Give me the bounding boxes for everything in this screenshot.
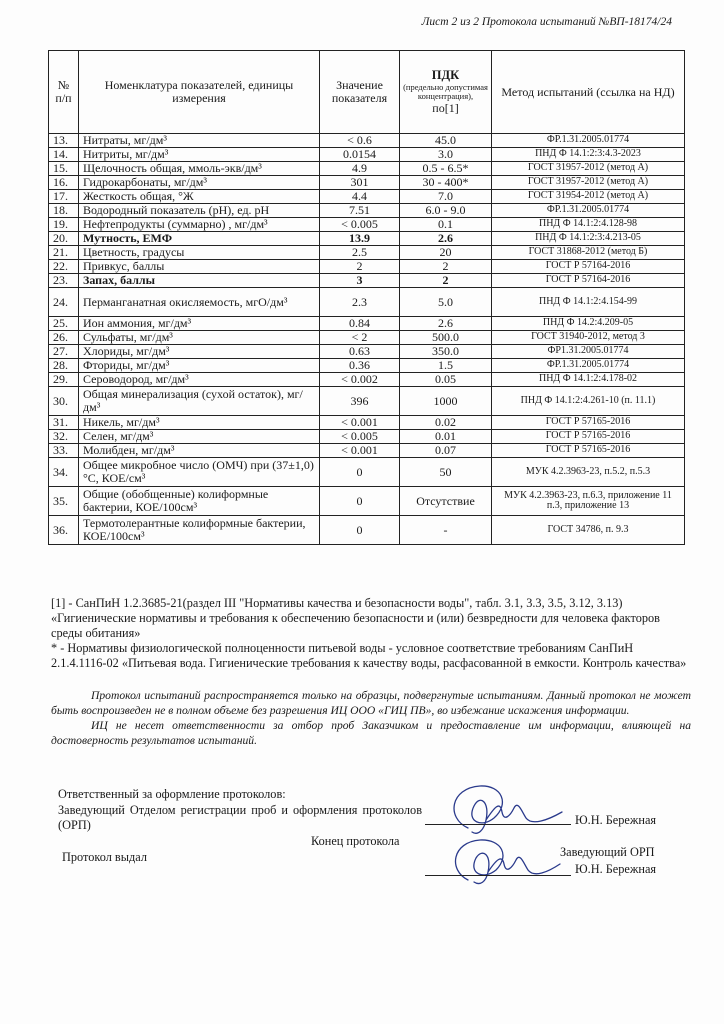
row-number: 15. xyxy=(49,162,79,176)
indicator-name: Мутность, ЕМФ xyxy=(79,232,320,246)
row-number: 28. xyxy=(49,359,79,373)
test-method: ФР.1.31.2005.01774 xyxy=(492,204,685,218)
row-number: 35. xyxy=(49,487,79,516)
test-method: ГОСТ 31940-2012, метод 3 xyxy=(492,331,685,345)
test-method: ПНД Ф 14.1:2:4.154-99 xyxy=(492,288,685,317)
table-row xyxy=(49,387,685,416)
indicator-name: Водородный показатель (pH), ед. pH xyxy=(79,204,320,218)
test-method: МУК 4.2.3963-23, п.6.3, приложение 11 п.3, приложение 13 xyxy=(492,487,685,516)
signer-2-position: Заведующий ОРП xyxy=(560,845,655,859)
header-pdk-ref: по[1] xyxy=(432,101,459,116)
indicator-value: 0.0154 xyxy=(320,148,400,162)
indicator-name: Нитриты, мг/дм³ xyxy=(79,148,320,162)
table-row xyxy=(49,232,685,246)
test-method: ГОСТ 31957-2012 (метод А) xyxy=(492,176,685,190)
row-number: 33. xyxy=(49,444,79,458)
indicator-value: 0 xyxy=(320,458,400,487)
pdk-limit: 50 xyxy=(400,458,492,487)
pdk-limit: 0.1 xyxy=(400,218,492,232)
test-method: ФР.1.31.2005.01774 xyxy=(492,134,685,148)
pdk-limit: 45.0 xyxy=(400,134,492,148)
row-number: 23. xyxy=(49,274,79,288)
row-number: 13. xyxy=(49,134,79,148)
test-method: ГОСТ 31957-2012 (метод А) xyxy=(492,162,685,176)
row-number: 17. xyxy=(49,190,79,204)
row-number: 14. xyxy=(49,148,79,162)
header-value: Значение показателя xyxy=(320,51,400,134)
pdk-limit: 2.6 xyxy=(400,317,492,331)
signature-line-2 xyxy=(425,875,571,876)
row-number: 21. xyxy=(49,246,79,260)
indicator-value: 4.9 xyxy=(320,162,400,176)
indicator-value: 0 xyxy=(320,516,400,545)
indicator-name: Привкус, баллы xyxy=(79,260,320,274)
indicator-value: 0 xyxy=(320,487,400,516)
test-method: ГОСТ 31868-2012 (метод Б) xyxy=(492,246,685,260)
test-method: ПНД Ф 14.1:2:3:4.213-05 xyxy=(492,232,685,246)
row-number: 24. xyxy=(49,288,79,317)
indicator-name: Сульфаты, мг/дм³ xyxy=(79,331,320,345)
test-method: ГОСТ Р 57165-2016 xyxy=(492,430,685,444)
disclaimer-1: Протокол испытаний распространяется только на образцы, подвергнутые испытаниям. Данный протокол не может быть воспроизведен не в полном объеме без разрешения ИЦ ООО «ГИЦ ПВ», во избежание искажения информации. xyxy=(51,689,691,717)
table-row xyxy=(49,162,685,176)
pdk-limit: 30 - 400* xyxy=(400,176,492,190)
indicator-value: < 2 xyxy=(320,331,400,345)
test-method: ГОСТ Р 57164-2016 xyxy=(492,274,685,288)
pdk-limit: Отсутствие xyxy=(400,487,492,516)
pdk-limit: 0.07 xyxy=(400,444,492,458)
pdk-limit: 350.0 xyxy=(400,345,492,359)
indicator-name: Запах, баллы xyxy=(79,274,320,288)
table-row xyxy=(49,134,685,148)
pdk-limit: 1000 xyxy=(400,387,492,416)
signer-1-name: Ю.Н. Бережная xyxy=(575,813,657,827)
indicator-value: 0.84 xyxy=(320,317,400,331)
indicator-name: Общие (обобщенные) колиформные бактерии, КОЕ/100см³ xyxy=(79,487,320,516)
issued-by-label: Протокол выдал xyxy=(62,850,147,864)
test-method: ПНД Ф 14.1:2:4.178-02 xyxy=(492,373,685,387)
footnote-1: [1] - СанПиН 1.2.3685-21(раздел III "Нормативы качества и безопасности воды", табл. 3.1, 3.3, 3.5, 3.12, 3.13) «Гигиенические нормативы и требования к обеспечению безопасности и (или) безвредности для человека факторов среды обитания» xyxy=(51,596,660,640)
indicator-value: 396 xyxy=(320,387,400,416)
row-number: 31. xyxy=(49,416,79,430)
row-number: 30. xyxy=(49,387,79,416)
indicator-name: Гидрокарбонаты, мг/дм³ xyxy=(79,176,320,190)
indicator-value: 4.4 xyxy=(320,190,400,204)
test-method: ГОСТ 31954-2012 (метод А) xyxy=(492,190,685,204)
table-row xyxy=(49,516,685,545)
indicator-value: < 0.002 xyxy=(320,373,400,387)
signature-line-1 xyxy=(425,824,571,825)
disclaimer xyxy=(51,688,691,748)
indicator-value: 2 xyxy=(320,260,400,274)
pdk-limit: - xyxy=(400,516,492,545)
header-pdk-title: ПДК xyxy=(431,68,460,83)
handwritten-signature-2 xyxy=(432,836,582,888)
results-body xyxy=(49,134,685,545)
indicator-value: 0.36 xyxy=(320,359,400,373)
pdk-limit: 6.0 - 9.0 xyxy=(400,204,492,218)
disclaimer-2: ИЦ не несет ответственности за отбор проб Заказчиком и предоставление им информации, влияющей на достоверность результатов испытаний. xyxy=(51,719,691,747)
indicator-value: 2.3 xyxy=(320,288,400,317)
test-method: ФР.1.31.2005.01774 xyxy=(492,359,685,373)
test-method: ГОСТ 34786, п. 9.3 xyxy=(492,516,685,545)
indicator-value: 301 xyxy=(320,176,400,190)
header-method: Метод испытаний (ссылка на НД) xyxy=(492,51,685,134)
pdk-limit: 0.5 - 6.5* xyxy=(400,162,492,176)
test-method: ПНД Ф 14.2:4.209-05 xyxy=(492,317,685,331)
test-method: МУК 4.2.3963-23, п.5.2, п.5.3 xyxy=(492,458,685,487)
pdk-limit: 1.5 xyxy=(400,359,492,373)
header-name: Номенклатура показателей, единицы измерения xyxy=(79,51,320,134)
table-row xyxy=(49,176,685,190)
indicator-name: Ион аммония, мг/дм³ xyxy=(79,317,320,331)
pdk-limit: 500.0 xyxy=(400,331,492,345)
table-row xyxy=(49,331,685,345)
table-row xyxy=(49,260,685,274)
pdk-limit: 2 xyxy=(400,274,492,288)
indicator-value: < 0.005 xyxy=(320,218,400,232)
page-header: Лист 2 из 2 Протокола испытаний №ВП-18174/24 xyxy=(421,16,672,28)
table-row xyxy=(49,246,685,260)
indicator-value: 2.5 xyxy=(320,246,400,260)
test-method: ГОСТ Р 57165-2016 xyxy=(492,444,685,458)
row-number: 26. xyxy=(49,331,79,345)
table-row xyxy=(49,458,685,487)
indicator-value: < 0.005 xyxy=(320,430,400,444)
table-row xyxy=(49,487,685,516)
indicator-name: Хлориды, мг/дм³ xyxy=(79,345,320,359)
indicator-value: 7.51 xyxy=(320,204,400,218)
pdk-limit: 20 xyxy=(400,246,492,260)
test-method: ПНД Ф 14.1:2:4.128-98 xyxy=(492,218,685,232)
row-number: 22. xyxy=(49,260,79,274)
responsible-title: Ответственный за оформление протоколов: xyxy=(58,787,286,801)
footnote-2: * - Нормативы физиологической полноценности питьевой воды - условное соответствие требованиям СанПиН 2.1.4.1116-02 «Питьевая вода. Гигиенические требования к качеству воды, расфасованной в емкости. Контроль качества» xyxy=(51,641,687,670)
row-number: 34. xyxy=(49,458,79,487)
indicator-name: Термотолерантные колиформные бактерии, КОЕ/100см³ xyxy=(79,516,320,545)
footnotes xyxy=(51,596,691,671)
indicator-name: Селен, мг/дм³ xyxy=(79,430,320,444)
indicator-name: Фториды, мг/дм³ xyxy=(79,359,320,373)
row-number: 29. xyxy=(49,373,79,387)
row-number: 36. xyxy=(49,516,79,545)
table-row xyxy=(49,274,685,288)
indicator-name: Нефтепродукты (суммарно) , мг/дм³ xyxy=(79,218,320,232)
indicator-value: < 0.6 xyxy=(320,134,400,148)
indicator-name: Общее микробное число (ОМЧ) при (37±1,0)°С, КОЕ/см³ xyxy=(79,458,320,487)
pdk-limit: 2.6 xyxy=(400,232,492,246)
row-number: 32. xyxy=(49,430,79,444)
indicator-name: Общая минерализация (сухой остаток), мг/дм³ xyxy=(79,387,320,416)
indicator-name: Сероводород, мг/дм³ xyxy=(79,373,320,387)
pdk-limit: 0.01 xyxy=(400,430,492,444)
pdk-limit: 5.0 xyxy=(400,288,492,317)
table-row xyxy=(49,288,685,317)
test-method: ГОСТ Р 57164-2016 xyxy=(492,260,685,274)
indicator-value: < 0.001 xyxy=(320,444,400,458)
table-row xyxy=(49,218,685,232)
indicator-name: Щелочность общая, ммоль-экв/дм³ xyxy=(79,162,320,176)
test-method: ПНД Ф 14.1:2:4.261-10 (п. 11.1) xyxy=(492,387,685,416)
indicator-name: Жесткость общая, °Ж xyxy=(79,190,320,204)
indicator-name: Цветность, градусы xyxy=(79,246,320,260)
responsible-position: Заведующий Отделом регистрации проб и оформления протоколов (ОРП) xyxy=(58,803,422,832)
row-number: 18. xyxy=(49,204,79,218)
table-row xyxy=(49,345,685,359)
end-of-protocol-label: Конец протокола xyxy=(311,834,400,848)
table-row xyxy=(49,317,685,331)
table-row xyxy=(49,430,685,444)
indicator-value: < 0.001 xyxy=(320,416,400,430)
indicator-name: Нитраты, мг/дм³ xyxy=(79,134,320,148)
table-row xyxy=(49,190,685,204)
table-header-row xyxy=(49,51,685,134)
row-number: 27. xyxy=(49,345,79,359)
indicator-name: Перманганатная окисляемость, мгO/дм³ xyxy=(79,288,320,317)
header-num: № п/п xyxy=(49,51,79,134)
test-method: ФР1.31.2005.01774 xyxy=(492,345,685,359)
header-pdk-sub: (предельно допустимая концентрация), xyxy=(403,81,488,102)
table-row xyxy=(49,204,685,218)
pdk-limit: 0.02 xyxy=(400,416,492,430)
table-row xyxy=(49,373,685,387)
row-number: 16. xyxy=(49,176,79,190)
header-pdk xyxy=(400,51,492,134)
pdk-limit: 7.0 xyxy=(400,190,492,204)
results-table xyxy=(48,50,685,545)
pdk-limit: 2 xyxy=(400,260,492,274)
indicator-value: 3 xyxy=(320,274,400,288)
row-number: 20. xyxy=(49,232,79,246)
indicator-value: 13.9 xyxy=(320,232,400,246)
table-row xyxy=(49,359,685,373)
indicator-name: Молибден, мг/дм³ xyxy=(79,444,320,458)
table-row xyxy=(49,444,685,458)
indicator-name: Никель, мг/дм³ xyxy=(79,416,320,430)
handwritten-signature-1 xyxy=(428,782,578,838)
pdk-limit: 0.05 xyxy=(400,373,492,387)
table-row xyxy=(49,416,685,430)
row-number: 19. xyxy=(49,218,79,232)
signer-2-name: Ю.Н. Бережная xyxy=(575,862,657,876)
table-row xyxy=(49,148,685,162)
indicator-value: 0.63 xyxy=(320,345,400,359)
pdk-limit: 3.0 xyxy=(400,148,492,162)
test-method: ГОСТ Р 57165-2016 xyxy=(492,416,685,430)
row-number: 25. xyxy=(49,317,79,331)
test-method: ПНД Ф 14.1:2:3:4.3-2023 xyxy=(492,148,685,162)
